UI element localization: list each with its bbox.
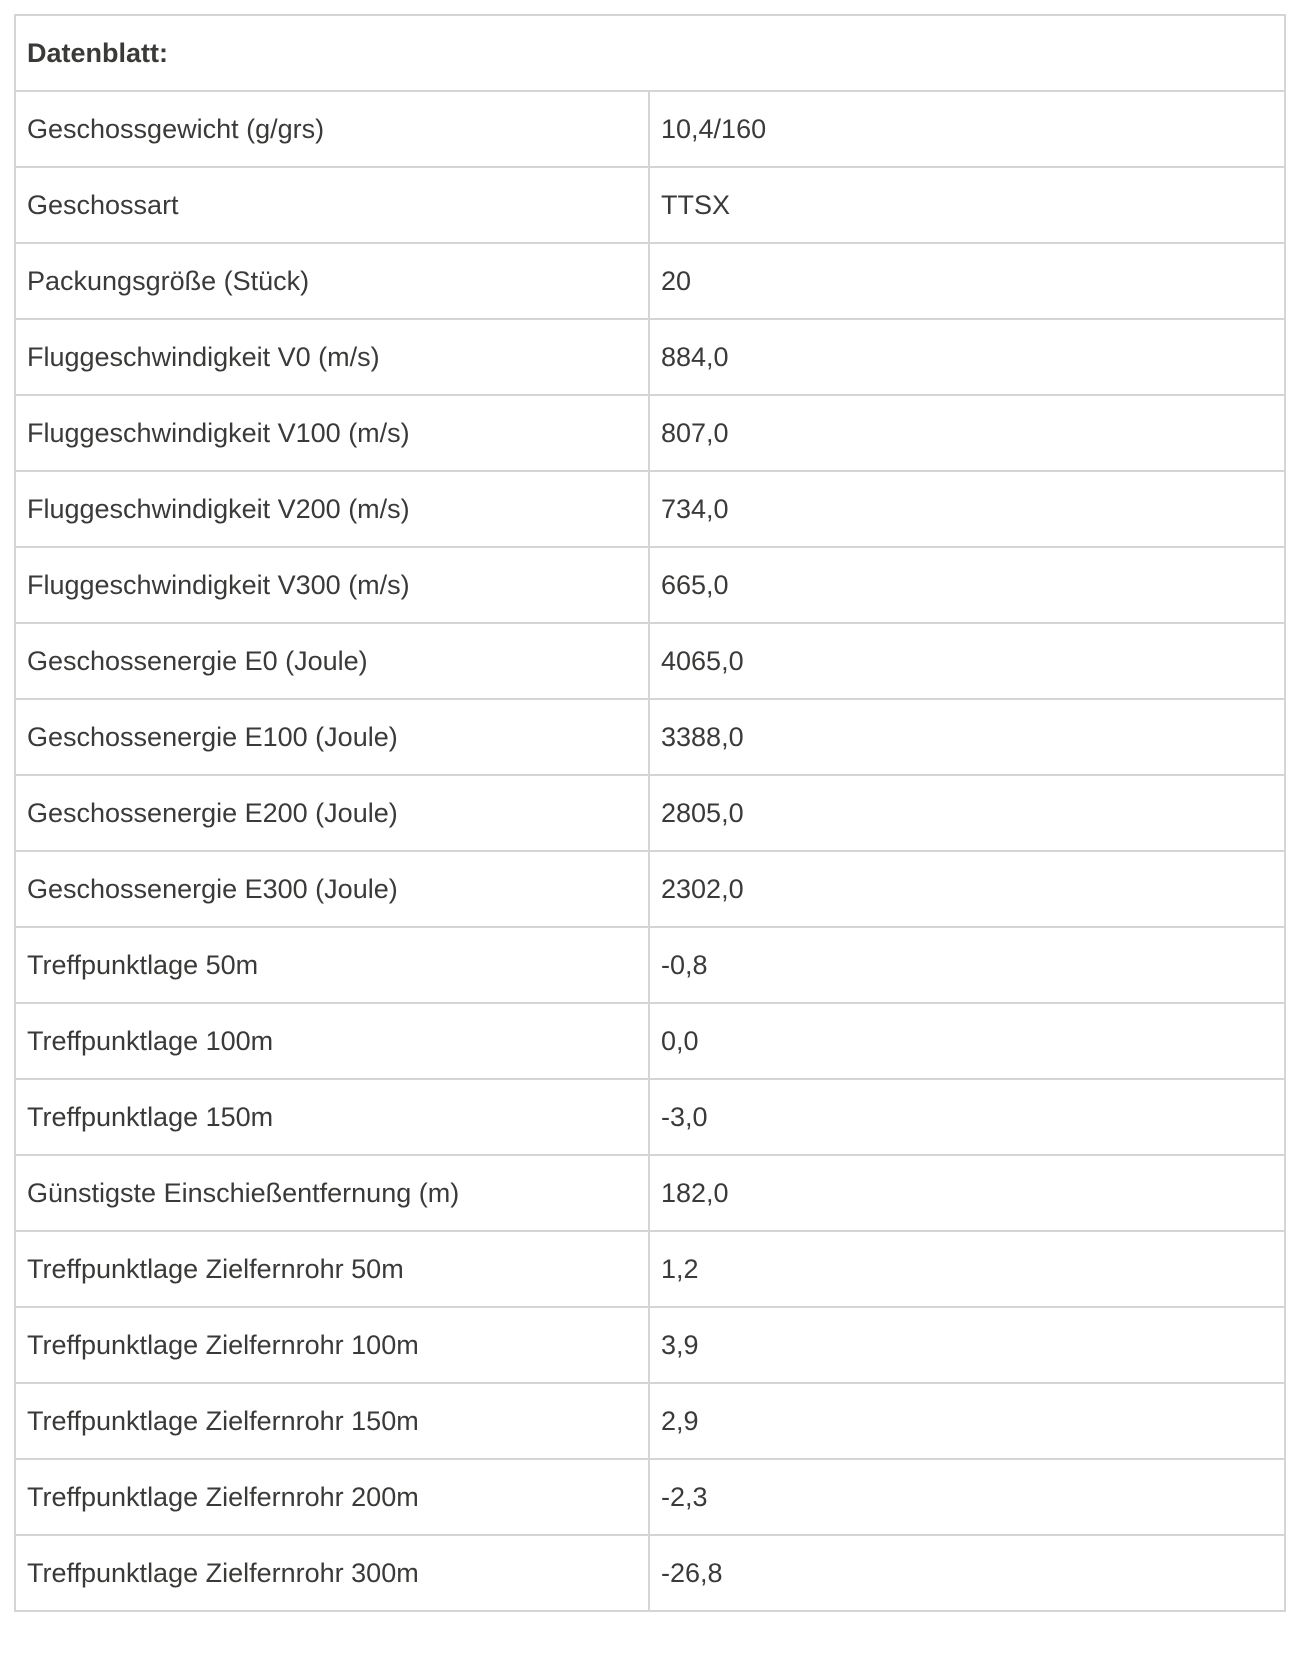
table-row (15, 91, 1285, 167)
datenblatt-body (15, 15, 1285, 1611)
datenblatt-table (14, 14, 1286, 1612)
row-value: 10,4/160 (649, 91, 1285, 167)
row-value: 734,0 (649, 471, 1285, 547)
table-row (15, 851, 1285, 927)
row-label: Geschossenergie E200 (Joule) (15, 775, 649, 851)
table-row (15, 319, 1285, 395)
row-value: 182,0 (649, 1155, 1285, 1231)
row-label: Günstigste Einschießentfernung (m) (15, 1155, 649, 1231)
row-value: 0,0 (649, 1003, 1285, 1079)
row-label: Treffpunktlage 150m (15, 1079, 649, 1155)
row-label: Fluggeschwindigkeit V200 (m/s) (15, 471, 649, 547)
datasheet-title: Datenblatt: (15, 15, 1285, 91)
table-row (15, 699, 1285, 775)
row-label: Fluggeschwindigkeit V100 (m/s) (15, 395, 649, 471)
row-value: 2,9 (649, 1383, 1285, 1459)
table-row (15, 395, 1285, 471)
row-label: Geschossgewicht (g/grs) (15, 91, 649, 167)
table-row (15, 1383, 1285, 1459)
row-label: Treffpunktlage Zielfernrohr 200m (15, 1459, 649, 1535)
row-label: Treffpunktlage 50m (15, 927, 649, 1003)
row-value: 665,0 (649, 547, 1285, 623)
table-row (15, 471, 1285, 547)
row-value: 20 (649, 243, 1285, 319)
row-value: TTSX (649, 167, 1285, 243)
row-value: -26,8 (649, 1535, 1285, 1611)
row-value: 2302,0 (649, 851, 1285, 927)
table-row (15, 1155, 1285, 1231)
row-value: 807,0 (649, 395, 1285, 471)
table-row (15, 1079, 1285, 1155)
row-value: 4065,0 (649, 623, 1285, 699)
table-row (15, 547, 1285, 623)
row-value: 2805,0 (649, 775, 1285, 851)
title-row (15, 15, 1285, 91)
table-row (15, 1307, 1285, 1383)
row-value: -3,0 (649, 1079, 1285, 1155)
table-row (15, 1231, 1285, 1307)
row-label: Geschossart (15, 167, 649, 243)
row-label: Fluggeschwindigkeit V0 (m/s) (15, 319, 649, 395)
row-label: Geschossenergie E100 (Joule) (15, 699, 649, 775)
table-row (15, 1535, 1285, 1611)
row-value: -0,8 (649, 927, 1285, 1003)
row-label: Fluggeschwindigkeit V300 (m/s) (15, 547, 649, 623)
row-value: 1,2 (649, 1231, 1285, 1307)
table-row (15, 167, 1285, 243)
table-row (15, 1459, 1285, 1535)
table-row (15, 775, 1285, 851)
table-row (15, 927, 1285, 1003)
row-value: 884,0 (649, 319, 1285, 395)
row-label: Treffpunktlage Zielfernrohr 100m (15, 1307, 649, 1383)
row-label: Treffpunktlage Zielfernrohr 150m (15, 1383, 649, 1459)
row-label: Treffpunktlage Zielfernrohr 50m (15, 1231, 649, 1307)
row-label: Geschossenergie E0 (Joule) (15, 623, 649, 699)
row-value: 3388,0 (649, 699, 1285, 775)
table-row (15, 243, 1285, 319)
row-value: -2,3 (649, 1459, 1285, 1535)
table-row (15, 1003, 1285, 1079)
row-label: Packungsgröße (Stück) (15, 243, 649, 319)
row-label: Geschossenergie E300 (Joule) (15, 851, 649, 927)
table-row (15, 623, 1285, 699)
row-label: Treffpunktlage Zielfernrohr 300m (15, 1535, 649, 1611)
row-label: Treffpunktlage 100m (15, 1003, 649, 1079)
row-value: 3,9 (649, 1307, 1285, 1383)
